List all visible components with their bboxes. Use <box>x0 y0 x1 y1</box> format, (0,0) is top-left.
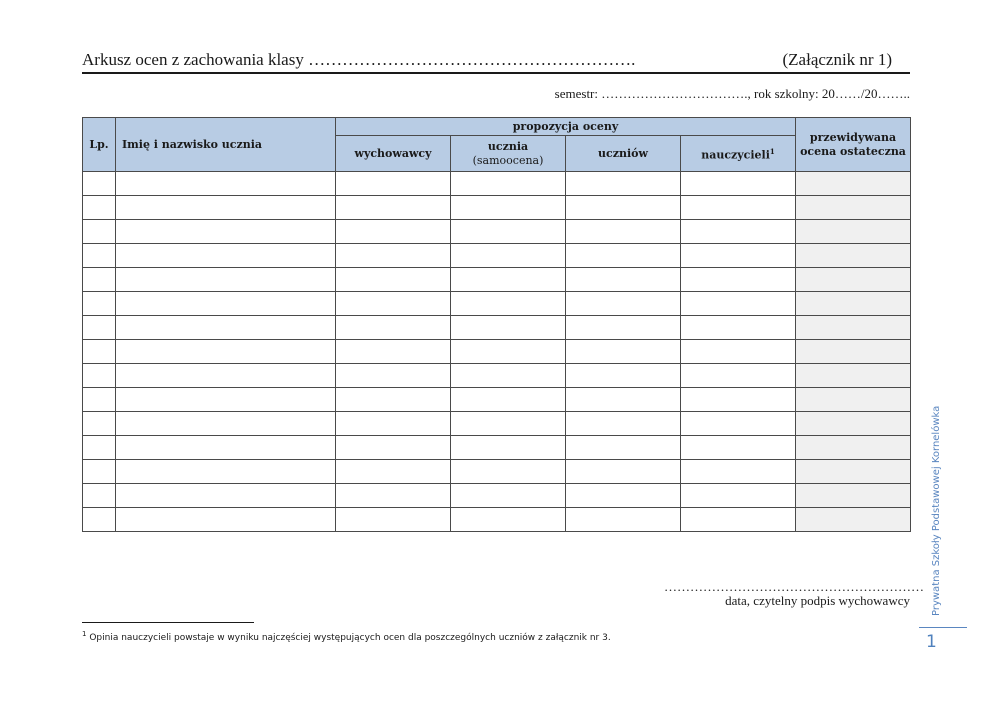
table-cell <box>566 316 681 340</box>
table-cell <box>566 364 681 388</box>
table-cell <box>336 292 451 316</box>
table-cell <box>451 316 566 340</box>
footnote <box>82 630 611 643</box>
table-cell <box>451 388 566 412</box>
table-cell <box>336 436 451 460</box>
table-cell <box>681 292 796 316</box>
final-grade-cell <box>796 436 911 460</box>
table-cell <box>83 172 116 196</box>
table-row <box>83 388 911 412</box>
col-lp-header: Lp. <box>83 118 116 172</box>
table-row <box>83 172 911 196</box>
final-grade-cell <box>796 388 911 412</box>
table-cell <box>336 220 451 244</box>
table-cell <box>116 244 336 268</box>
final-grade-cell <box>796 364 911 388</box>
table-row <box>83 412 911 436</box>
table-cell <box>681 484 796 508</box>
final-grade-cell <box>796 220 911 244</box>
grades-table <box>82 117 911 532</box>
table-cell <box>451 268 566 292</box>
table-cell <box>566 484 681 508</box>
table-cell <box>566 412 681 436</box>
table-cell <box>116 172 336 196</box>
table-cell <box>451 460 566 484</box>
table-cell <box>83 484 116 508</box>
table-cell <box>336 172 451 196</box>
table-header-row <box>83 118 911 136</box>
table-cell <box>116 220 336 244</box>
table-cell <box>566 460 681 484</box>
final-grade-cell <box>796 412 911 436</box>
signature-line: …………………………………………………… <box>664 579 924 594</box>
table-cell <box>116 340 336 364</box>
table-row <box>83 220 911 244</box>
table-cell <box>451 292 566 316</box>
table-cell <box>681 244 796 268</box>
col-student-note: (samoocena) <box>472 153 544 167</box>
table-row <box>83 436 911 460</box>
table-cell <box>116 364 336 388</box>
table-cell <box>83 196 116 220</box>
table-cell <box>116 460 336 484</box>
table-cell <box>83 340 116 364</box>
table-cell <box>566 220 681 244</box>
table-cell <box>336 508 451 532</box>
col-final-header: przewidywana ocena ostateczna <box>796 118 911 172</box>
col-student-header <box>451 136 566 172</box>
table-cell <box>83 268 116 292</box>
proposal-group-header: propozycja oceny <box>336 118 796 136</box>
page-number-divider <box>919 627 967 628</box>
table-cell <box>83 412 116 436</box>
footnote-mark: 1 <box>82 630 87 638</box>
table-cell <box>451 196 566 220</box>
table-row <box>83 460 911 484</box>
table-cell <box>336 388 451 412</box>
table-cell <box>336 196 451 220</box>
table-cell <box>451 508 566 532</box>
table-row <box>83 244 911 268</box>
table-cell <box>566 172 681 196</box>
table-cell <box>566 268 681 292</box>
table-cell <box>566 340 681 364</box>
table-cell <box>681 340 796 364</box>
table-cell <box>681 364 796 388</box>
table-cell <box>83 244 116 268</box>
table-row <box>83 364 911 388</box>
table-cell <box>116 436 336 460</box>
table-cell <box>336 268 451 292</box>
col-students-header: uczniów <box>566 136 681 172</box>
table-cell <box>451 172 566 196</box>
table-cell <box>116 484 336 508</box>
table-cell <box>336 460 451 484</box>
table-cell <box>83 292 116 316</box>
table-row <box>83 340 911 364</box>
final-grade-cell <box>796 460 911 484</box>
table-cell <box>83 364 116 388</box>
col-teachers-label: nauczycieli <box>701 148 770 162</box>
table-row <box>83 508 911 532</box>
final-grade-cell <box>796 508 911 532</box>
table-cell <box>451 340 566 364</box>
annex-label: (Załącznik nr 1) <box>782 50 892 69</box>
table-cell <box>116 292 336 316</box>
col-teacher-header: wychowawcy <box>336 136 451 172</box>
table-cell <box>451 364 566 388</box>
table-cell <box>336 412 451 436</box>
final-grade-cell <box>796 316 911 340</box>
table-cell <box>566 292 681 316</box>
table-row <box>83 196 911 220</box>
table-row <box>83 484 911 508</box>
table-cell <box>681 172 796 196</box>
table-cell <box>116 412 336 436</box>
final-grade-cell <box>796 268 911 292</box>
table-cell <box>566 196 681 220</box>
footnote-ref: 1 <box>769 146 775 156</box>
table-cell <box>566 244 681 268</box>
table-cell <box>566 388 681 412</box>
table-cell <box>566 436 681 460</box>
table-cell <box>681 268 796 292</box>
document-title: Arkusz ocen z zachowania klasy …………………………………………………. <box>82 50 636 69</box>
table-cell <box>116 196 336 220</box>
table-row <box>83 268 911 292</box>
final-grade-cell <box>796 172 911 196</box>
table-cell <box>116 508 336 532</box>
table-cell <box>451 412 566 436</box>
table-cell <box>116 388 336 412</box>
footnote-text: Opinia nauczycieli powstaje w wyniku najczęściej występujących ocen dla poszczególnych uczniów z załącznik nr 3. <box>89 633 611 643</box>
col-name-header: Imię i nazwisko ucznia <box>116 118 336 172</box>
table-row <box>83 316 911 340</box>
table-cell <box>116 268 336 292</box>
col-student-label: ucznia <box>487 139 529 153</box>
page-number: 1 <box>926 632 937 652</box>
table-cell <box>566 508 681 532</box>
document-header <box>82 50 910 74</box>
table-cell <box>681 316 796 340</box>
table-cell <box>681 388 796 412</box>
semester-line: semestr: ……………………………., rok szkolny: 20……/20…….. <box>554 86 910 101</box>
table-cell <box>681 460 796 484</box>
table-body <box>83 172 911 532</box>
table-cell <box>83 220 116 244</box>
table-cell <box>681 508 796 532</box>
final-grade-cell <box>796 340 911 364</box>
table-cell <box>681 436 796 460</box>
table-cell <box>681 220 796 244</box>
table-cell <box>336 316 451 340</box>
table-cell <box>336 340 451 364</box>
table-cell <box>83 460 116 484</box>
table-cell <box>451 220 566 244</box>
table-row <box>83 292 911 316</box>
footnote-divider <box>82 622 254 623</box>
table-cell <box>681 412 796 436</box>
table-cell <box>83 508 116 532</box>
final-grade-cell <box>796 484 911 508</box>
table-cell <box>116 316 336 340</box>
signature-label: data, czytelny podpis wychowawcy <box>725 593 910 608</box>
table-cell <box>451 436 566 460</box>
table-cell <box>451 484 566 508</box>
school-name-vertical: Prywatna Szkoły Podstawowej Kornelówka <box>931 405 942 616</box>
final-grade-cell <box>796 292 911 316</box>
table-cell <box>83 388 116 412</box>
table-cell <box>451 244 566 268</box>
final-grade-cell <box>796 196 911 220</box>
table-cell <box>83 316 116 340</box>
table-cell <box>336 364 451 388</box>
table-cell <box>336 244 451 268</box>
table-cell <box>83 436 116 460</box>
col-teachers-header <box>681 136 796 172</box>
table-cell <box>681 196 796 220</box>
table-cell <box>336 484 451 508</box>
final-grade-cell <box>796 244 911 268</box>
